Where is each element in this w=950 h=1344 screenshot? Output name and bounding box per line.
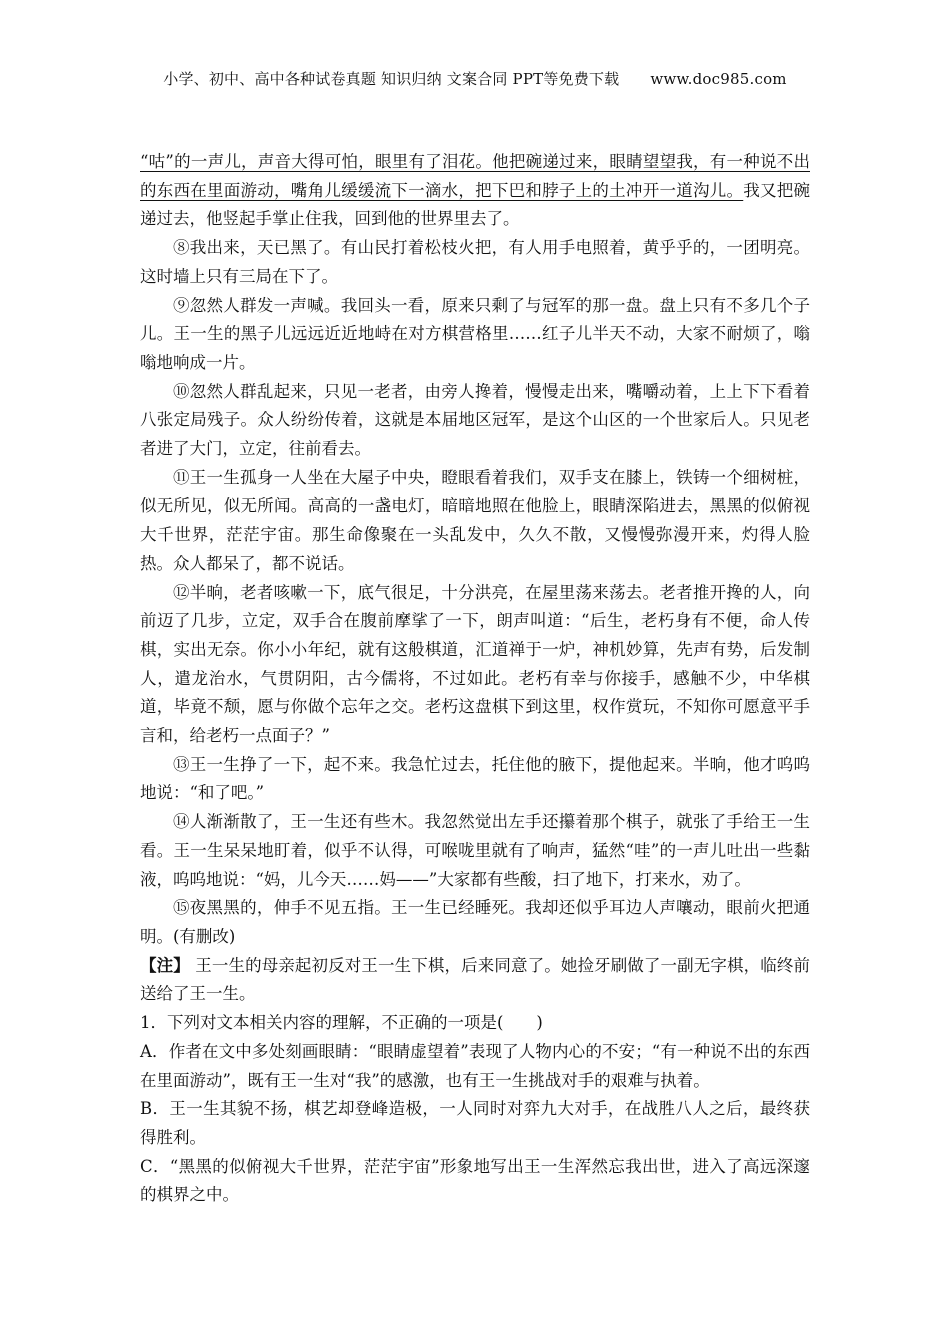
note-label: 【注】 [140, 955, 190, 975]
note-text: 王一生的母亲起初反对王一生下棋，后来同意了。她捡牙刷做了一副无字棋，临终前送给了王一生。 [140, 955, 810, 1004]
paragraph-15: ⑮夜黑黑的，伸手不见五指。王一生已经睡死。我却还似乎耳边人声嚷动，眼前火把通明。(有删改) [140, 898, 810, 946]
paragraph-12: ⑫半晌，老者咳嗽一下，底气很足，十分洪亮，在屋里荡来荡去。老者推开搀的人，向前迈了几步，立定，双手合在腹前摩挲了一下，朗声叫道：“后生，老朽身有不便，命人传棋，实出无奈。你小小年纪，就有这般棋道，汇道禅于一炉，神机妙算，先声有势，后发制人，遣龙治水，气贯阴阳，古今儒将，不过如此。老朽有幸与你接手，感触不少，中华棋道，毕竟不颓，愿与你做个忘年之交。老朽这盘棋下到这里，权作赏玩，不知你可愿意平手言和，给老朽一点面子？” [140, 582, 810, 746]
header-text: 小学、初中、高中各种试卷真题 知识归纳 文案合同 PPT等免费下载 [163, 70, 620, 88]
page-header [0, 68, 950, 89]
paragraph-10: ⑩忽然人群乱起来，只见一老者，由旁人搀着，慢慢走出来，嘴嚼动着，上上下下看着八张定局残子。众人纷纷传着，这就是本届地区冠军，是这个山区的一个世家后人。只见老者进了大门，立定，往前看去。 [140, 381, 810, 459]
paragraph-11: ⑪王一生孤身一人坐在大屋子中央，瞪眼看着我们，双手支在膝上，铁铸一个细树桩，似无所见，似无所闻。高高的一盏电灯，暗暗地照在他脸上，眼睛深陷进去，黑黑的似俯视大千世界，茫茫宇宙。那生命像聚在一头乱发中，久久不散，又慢慢弥漫开来，灼得人脸热。众人都呆了，都不说话。 [140, 467, 810, 573]
option-a: A．作者在文中多处刻画眼睛：“眼睛虚望着”表现了人物内心的不安；“有一种说不出的东西在里面游动”，既有王一生对“我”的感激，也有王一生挑战对手的艰难与执着。 [140, 1041, 810, 1090]
header-site-link[interactable]: www.doc985.com [650, 70, 787, 88]
note [140, 952, 810, 1009]
underlined-sentence: “咕”的一声儿，声音大得可怕，眼里有了泪花。他把碗递过来，眼睛望望我，有一种说不出的东西在里面游动，嘴角儿缓缓流下一滴水，把下巴和脖子上的土冲开一道沟儿。 [140, 152, 810, 200]
paragraph-7-rest: 我又把碗递过去，他竖起手掌止住我，回到他的世界里去了。 [140, 180, 811, 229]
paragraph-13: ⑬王一生挣了一下，起不来。我急忙过去，托住他的腋下，提他起来。半晌，他才呜呜地说：“和了吧。” [140, 754, 810, 803]
question-stem: 1．下列对文本相关内容的理解，不正确的一项是( ) [140, 1013, 543, 1033]
paragraph-7 [140, 148, 810, 234]
option-c: C．“黑黑的似俯视大千世界，茫茫宇宙”形象地写出王一生浑然忘我出世，进入了高远深邃的棋界之中。 [140, 1156, 810, 1205]
paragraph-14: ⑭人渐渐散了，王一生还有些木。我忽然觉出左手还攥着那个棋子，就张了手给王一生看。王一生呆呆地盯着，似乎不认得，可喉咙里就有了响声，猛然“哇”的一声儿吐出一些黏液，呜呜地说：“妈，儿今天……妈——”大家都有些酸，扫了地下，打来水，劝了。 [140, 812, 810, 889]
paragraph-8: ⑧我出来，天已黑了。有山民打着松枝火把，有人用手电照着，黄乎乎的，一团明亮。这时墙上只有三局在下了。 [140, 238, 810, 286]
paragraph-9: ⑨忽然人群发一声喊。我回头一看，原来只剩了与冠军的那一盘。盘上只有不多几个子儿。王一生的黑子儿远远近近地峙在对方棋营格里……红子儿半天不动，大家不耐烦了，嗡嗡地响成一片。 [140, 295, 810, 372]
option-b: B．王一生其貌不扬，棋艺却登峰造极，一人同时对弈九大对手，在战胜八人之后，最终获得胜利。 [140, 1099, 810, 1147]
passage-body [140, 148, 810, 1210]
